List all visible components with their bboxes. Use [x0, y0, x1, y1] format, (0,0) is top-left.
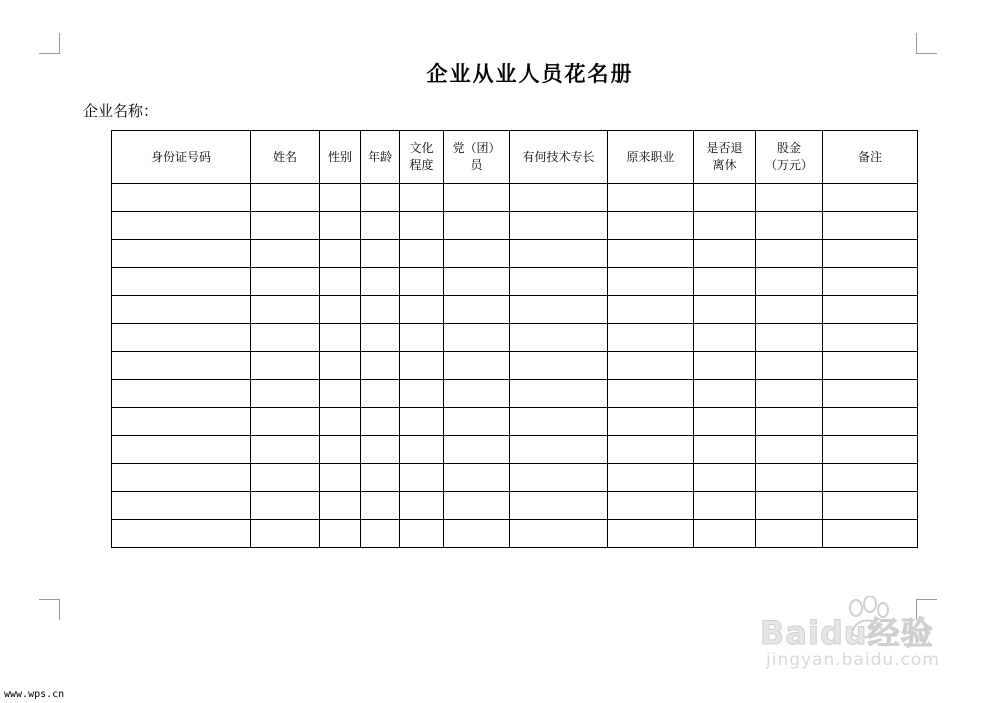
- table-cell[interactable]: [112, 184, 251, 212]
- table-cell[interactable]: [320, 520, 361, 548]
- table-cell[interactable]: [694, 184, 756, 212]
- table-cell[interactable]: [608, 240, 694, 268]
- table-cell[interactable]: [510, 380, 608, 408]
- table-cell[interactable]: [320, 184, 361, 212]
- table-cell[interactable]: [112, 520, 251, 548]
- table-cell[interactable]: [361, 436, 400, 464]
- table-cell[interactable]: [694, 492, 756, 520]
- table-cell[interactable]: [694, 352, 756, 380]
- table-row: [112, 436, 918, 464]
- header-previous-job: 原来职业: [608, 131, 694, 184]
- table-cell[interactable]: [756, 464, 823, 492]
- table-row: [112, 380, 918, 408]
- table-row: [112, 324, 918, 352]
- table-cell[interactable]: [756, 436, 823, 464]
- table-cell[interactable]: [361, 240, 400, 268]
- table-cell[interactable]: [400, 380, 444, 408]
- table-cell[interactable]: [823, 212, 918, 240]
- watermark-url: jingyan.baidu.com: [766, 650, 940, 670]
- table-cell[interactable]: [320, 464, 361, 492]
- table-cell[interactable]: [444, 464, 510, 492]
- table-cell[interactable]: [444, 296, 510, 324]
- table-cell[interactable]: [756, 184, 823, 212]
- baidu-jingyan-watermark: [760, 594, 950, 684]
- table-cell[interactable]: [251, 212, 320, 240]
- table-cell[interactable]: [756, 408, 823, 436]
- roster-table: [111, 130, 918, 548]
- table-cell[interactable]: [608, 408, 694, 436]
- table-cell[interactable]: [444, 268, 510, 296]
- table-cell[interactable]: [756, 296, 823, 324]
- table-cell[interactable]: [510, 492, 608, 520]
- table-row: [112, 352, 918, 380]
- table-cell[interactable]: [444, 380, 510, 408]
- table-cell[interactable]: [510, 324, 608, 352]
- table-cell[interactable]: [251, 380, 320, 408]
- table-cell[interactable]: [400, 296, 444, 324]
- table-cell[interactable]: [756, 492, 823, 520]
- table-row: [112, 212, 918, 240]
- table-cell[interactable]: [361, 184, 400, 212]
- table-cell[interactable]: [400, 492, 444, 520]
- table-cell[interactable]: [444, 492, 510, 520]
- table-cell[interactable]: [694, 268, 756, 296]
- header-retired: 是否退 离休: [694, 131, 756, 184]
- table-cell[interactable]: [112, 408, 251, 436]
- table-cell[interactable]: [608, 324, 694, 352]
- table-cell[interactable]: [251, 240, 320, 268]
- table-cell[interactable]: [112, 240, 251, 268]
- table-cell[interactable]: [361, 380, 400, 408]
- table-cell[interactable]: [361, 212, 400, 240]
- table-cell[interactable]: [608, 352, 694, 380]
- table-cell[interactable]: [444, 352, 510, 380]
- table-row: [112, 268, 918, 296]
- table-cell[interactable]: [510, 408, 608, 436]
- table-cell[interactable]: [400, 436, 444, 464]
- table-row: [112, 296, 918, 324]
- table-cell[interactable]: [320, 436, 361, 464]
- table-cell[interactable]: [400, 212, 444, 240]
- table-cell[interactable]: [608, 296, 694, 324]
- table-cell[interactable]: [361, 324, 400, 352]
- table-cell[interactable]: [400, 520, 444, 548]
- table-cell[interactable]: [400, 352, 444, 380]
- table-cell[interactable]: [251, 520, 320, 548]
- table-cell[interactable]: [694, 212, 756, 240]
- table-cell[interactable]: [756, 268, 823, 296]
- table-cell[interactable]: [361, 520, 400, 548]
- table-cell[interactable]: [694, 436, 756, 464]
- table-row: [112, 408, 918, 436]
- table-cell[interactable]: [694, 240, 756, 268]
- header-remarks: 备注: [823, 131, 918, 184]
- table-cell[interactable]: [694, 324, 756, 352]
- table-cell[interactable]: [251, 464, 320, 492]
- table-cell[interactable]: [694, 408, 756, 436]
- header-skills: 有何技术专长: [510, 131, 608, 184]
- table-row: [112, 520, 918, 548]
- table-row: [112, 464, 918, 492]
- table-cell[interactable]: [510, 240, 608, 268]
- header-row: [112, 131, 918, 184]
- table-cell[interactable]: [823, 436, 918, 464]
- table-cell[interactable]: [400, 464, 444, 492]
- table-cell[interactable]: [112, 296, 251, 324]
- table-cell[interactable]: [361, 268, 400, 296]
- table-cell[interactable]: [361, 464, 400, 492]
- table-cell[interactable]: [823, 464, 918, 492]
- table-cell[interactable]: [823, 380, 918, 408]
- header-name: 姓名: [251, 131, 320, 184]
- table-cell[interactable]: [320, 296, 361, 324]
- table-row: [112, 240, 918, 268]
- table-cell[interactable]: [510, 464, 608, 492]
- table-cell[interactable]: [510, 212, 608, 240]
- table-cell[interactable]: [823, 268, 918, 296]
- table-cell[interactable]: [756, 212, 823, 240]
- table-cell[interactable]: [112, 464, 251, 492]
- table-cell[interactable]: [756, 240, 823, 268]
- table-cell[interactable]: [400, 324, 444, 352]
- table-row: [112, 492, 918, 520]
- table-row: [112, 184, 918, 212]
- table-cell[interactable]: [608, 436, 694, 464]
- table-cell[interactable]: [361, 492, 400, 520]
- table-cell[interactable]: [251, 408, 320, 436]
- table-cell[interactable]: [823, 520, 918, 548]
- table-cell[interactable]: [444, 212, 510, 240]
- table-cell[interactable]: [400, 240, 444, 268]
- table-cell[interactable]: [510, 184, 608, 212]
- table-cell[interactable]: [608, 520, 694, 548]
- table-cell[interactable]: [361, 408, 400, 436]
- table-cell[interactable]: [608, 464, 694, 492]
- page-corner-mark-top-right: [916, 33, 937, 54]
- table-cell[interactable]: [444, 436, 510, 464]
- table-cell[interactable]: [510, 520, 608, 548]
- footer-site-url: www.wps.cn: [4, 689, 65, 700]
- table-cell[interactable]: [608, 268, 694, 296]
- header-id-number: 身份证号码: [112, 131, 251, 184]
- table-cell[interactable]: [510, 268, 608, 296]
- table-cell[interactable]: [400, 268, 444, 296]
- table-cell[interactable]: [251, 184, 320, 212]
- table-cell[interactable]: [251, 268, 320, 296]
- table-cell[interactable]: [320, 380, 361, 408]
- table-cell[interactable]: [510, 436, 608, 464]
- table-cell[interactable]: [112, 352, 251, 380]
- table-cell[interactable]: [823, 324, 918, 352]
- table-cell[interactable]: [823, 184, 918, 212]
- document-title: 企业从业人员花名册: [426, 62, 634, 86]
- table-cell[interactable]: [694, 464, 756, 492]
- table-cell[interactable]: [510, 352, 608, 380]
- table-cell[interactable]: [444, 240, 510, 268]
- table-cell[interactable]: [823, 240, 918, 268]
- table-cell[interactable]: [608, 184, 694, 212]
- table-cell[interactable]: [756, 352, 823, 380]
- table-cell[interactable]: [320, 352, 361, 380]
- table-cell[interactable]: [320, 492, 361, 520]
- table-cell[interactable]: [361, 296, 400, 324]
- page-corner-mark-bottom-left: [39, 599, 60, 620]
- table-cell[interactable]: [608, 492, 694, 520]
- table-cell[interactable]: [400, 184, 444, 212]
- table-cell[interactable]: [320, 324, 361, 352]
- table-cell[interactable]: [112, 492, 251, 520]
- table-cell[interactable]: [112, 436, 251, 464]
- header-age: 年龄: [361, 131, 400, 184]
- table-cell[interactable]: [444, 184, 510, 212]
- table-cell[interactable]: [112, 380, 251, 408]
- table-cell[interactable]: [608, 212, 694, 240]
- table-cell[interactable]: [320, 212, 361, 240]
- table-cell[interactable]: [320, 268, 361, 296]
- table-cell[interactable]: [823, 408, 918, 436]
- table-cell[interactable]: [694, 520, 756, 548]
- table-cell[interactable]: [112, 212, 251, 240]
- page-corner-mark-top-left: [39, 33, 60, 54]
- header-party-member: 党（团） 员: [444, 131, 510, 184]
- header-education: 文化 程度: [400, 131, 444, 184]
- table-cell[interactable]: [608, 380, 694, 408]
- watermark-brand: Baidu经验: [760, 614, 934, 652]
- table-cell[interactable]: [756, 324, 823, 352]
- header-shares: 股金 （万元）: [756, 131, 823, 184]
- table-cell[interactable]: [112, 268, 251, 296]
- table-cell[interactable]: [510, 296, 608, 324]
- table-cell[interactable]: [694, 296, 756, 324]
- table-cell[interactable]: [756, 520, 823, 548]
- table-cell[interactable]: [823, 492, 918, 520]
- table-cell[interactable]: [320, 408, 361, 436]
- roster-body: [112, 184, 918, 548]
- company-name-label: 企业名称：: [83, 102, 159, 120]
- table-cell[interactable]: [361, 352, 400, 380]
- table-cell[interactable]: [823, 352, 918, 380]
- table-cell[interactable]: [251, 492, 320, 520]
- table-cell[interactable]: [444, 408, 510, 436]
- table-cell[interactable]: [320, 240, 361, 268]
- table-cell[interactable]: [400, 408, 444, 436]
- table-cell[interactable]: [444, 324, 510, 352]
- table-cell[interactable]: [112, 324, 251, 352]
- table-cell[interactable]: [251, 436, 320, 464]
- table-cell[interactable]: [756, 380, 823, 408]
- table-cell[interactable]: [823, 296, 918, 324]
- table-cell[interactable]: [694, 380, 756, 408]
- table-cell[interactable]: [444, 520, 510, 548]
- header-gender: 性别: [320, 131, 361, 184]
- table-cell[interactable]: [251, 352, 320, 380]
- table-cell[interactable]: [251, 296, 320, 324]
- table-cell[interactable]: [251, 324, 320, 352]
